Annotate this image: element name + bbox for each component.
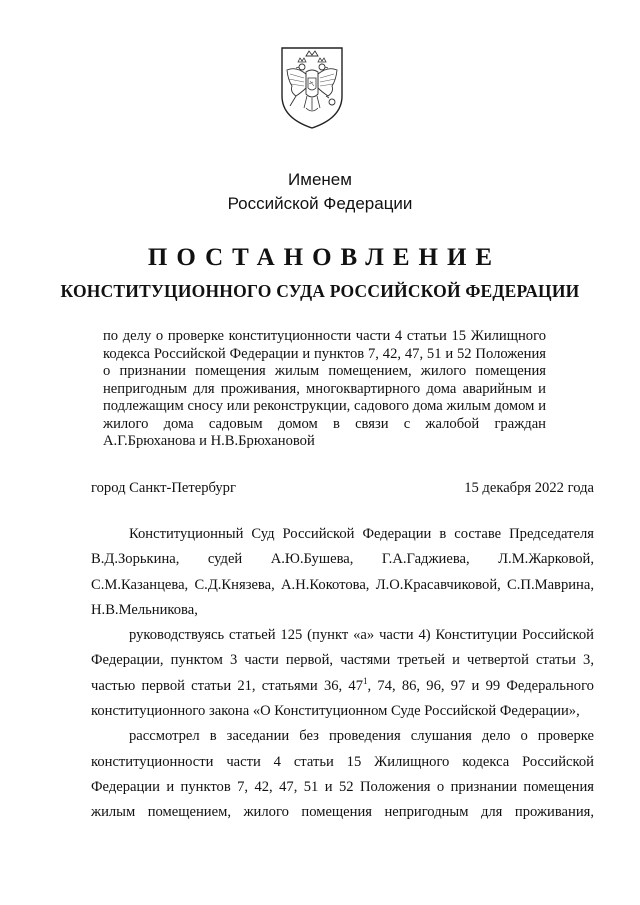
paragraph-considered: рассмотрел в заседании без проведения слушания дело о проверке конституционности части 4 статьи 15 Жилищного кодекса Российской Федерации и пунктов 7, 42, 47, 51 и 52 Положения о признании помещения жилым помещением, жилого помещения непригодным для проживания, bbox=[91, 728, 594, 821]
city: город Санкт-Петербург bbox=[91, 480, 236, 496]
document-body bbox=[91, 522, 594, 826]
header-line-1: Именем bbox=[288, 170, 352, 189]
place-date-line bbox=[91, 480, 594, 497]
legal-basis-text-a: руководствуясь статьей 125 (пункт «а» части 4) Конституции Российской Федерации, пунктом 3 части первой, частями третьей и четвертой статьи 3, частью первой статьи 21, статьями 36, 47 bbox=[91, 627, 594, 694]
document-title: ПОСТАНОВЛЕНИЕ bbox=[147, 244, 502, 271]
legal-basis-text-b: , 74, 86, 96, 97 и 99 Федерального конституционного закона «О Конституционном Суде Российской Федерации», bbox=[91, 677, 594, 720]
coat-of-arms-icon bbox=[276, 46, 348, 130]
paragraph-composition: Конституционный Суд Российской Федерации в составе Председателя В.Д.Зорькина, судей А.Ю.Бушева, Г.А.Гаджиева, Л.М.Жарковой, С.М.Казанцева, С.Д.Князева, А.Н.Кокотова, Л.О.Красавчиковой, С.П.Маврина, Н.В.Мельникова, bbox=[91, 526, 594, 618]
case-subject: по делу о проверке конституционности части 4 статьи 15 Жилищного кодекса Российской Федерации и пунктов 7, 42, 47, 51 и 52 Положения о признании помещения жилым помещением, жилого помещения непригодным для проживания, многоквартирного дома аварийным и подлежащим сносу или реконструкции, садового дома жилым домом и жилого дома садовым домом в связи с жалобой граждан А.Г.Брюханова и Н.В.Брюхановой bbox=[103, 328, 546, 449]
superscript: 1 bbox=[363, 675, 368, 686]
header-line-2: Российской Федерации bbox=[227, 194, 413, 213]
date: 15 декабря 2022 года bbox=[464, 480, 594, 496]
document-subtitle: КОНСТИТУЦИОННОГО СУДА РОССИЙСКОЙ ФЕДЕРАЦИИ bbox=[60, 281, 580, 301]
paragraph-legal-basis bbox=[91, 623, 594, 724]
